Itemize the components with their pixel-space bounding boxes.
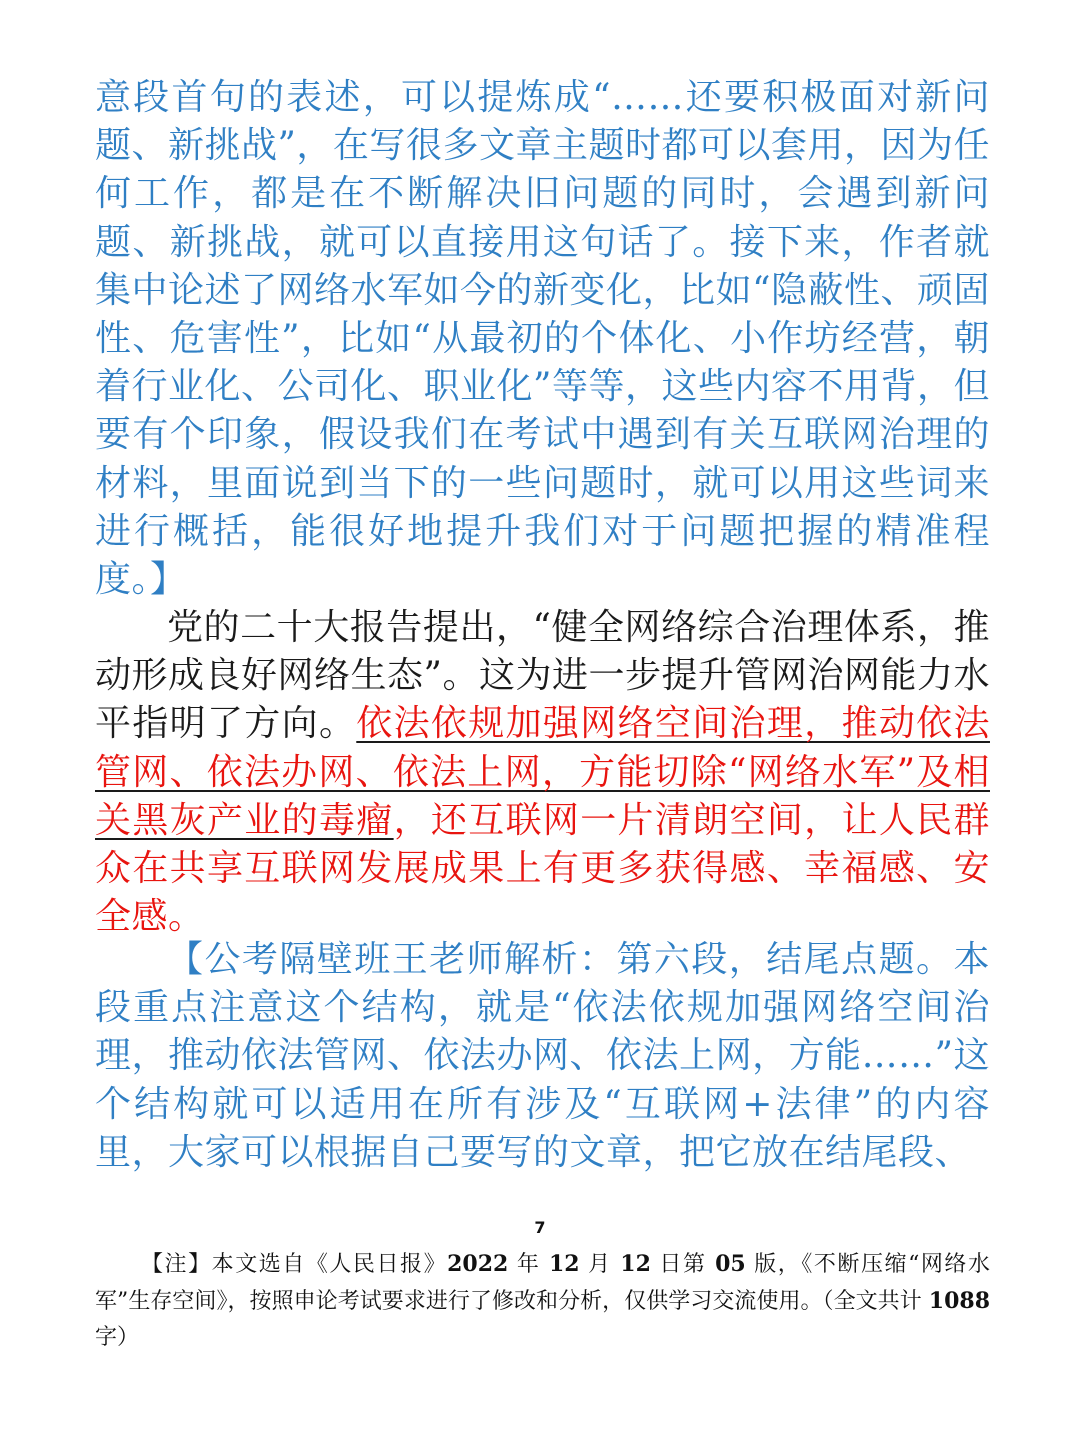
teacher-commentary-continuation: 意段首句的表述，可以提炼成“……还要积极面对新问题、新挑战”，在写很多文章主题时都可以套用，因为任何工作，都是在不断解决旧问题的同时，会遇到新问题、新挑战，就可以直接用这句话了。接下来，作者就集中论述了网络水军如今的新变化，比如“隐蔽性、顽固性、危害性”，比如“从最初的个体化、小作坊经营，朝着行业化、公司化、职业化”等等，这些内容不用背，但要有个印象，假设我们在考试中遇到有关互联网治理的材料，里面说到当下的一些问题时，就可以用这些词来进行概括，能很好地提升我们对于问题把握的精准程度。】 [95, 77, 990, 601]
teacher-commentary-analysis: 【公考隔壁班王老师解析：第六段，结尾点题。本段重点注意这个结构，就是“依法依规加强网络空间治理，推动依法管网、依法办网、依法上网，方能……”这个结构就可以适用在所有涉及“互联网+法律”的内容里，大家可以根据自己要写的文章，把它放在结尾段、 [95, 939, 990, 1173]
article-closing-paragraph [95, 604, 990, 941]
footnote-edition: 05 [715, 1251, 746, 1277]
footnote-text-4: 版，《不断压缩“网络水军”生存空间》，按照申论考试要求进行了修改和分析，仅供学习交流使用。（全文共计 [95, 1252, 990, 1314]
footnote-month: 12 [549, 1251, 580, 1277]
paragraph-plain-text: 党的二十大报告提出，“健全网络综合治理体系，推动形成良好网络生态”。这为进一步提升管网治网能力水平指明了方向。 [95, 607, 990, 745]
page-number: 7 [534, 1218, 546, 1237]
red-highlight-text: ，还互联网一片清朗空间，让人民群众在共享互联网发展成果上有更多获得感、幸福感、安全感。 [95, 799, 990, 938]
footnote-day: 12 [620, 1251, 651, 1277]
footnote-prefix: 【注】本文选自《人民日报》 [141, 1252, 448, 1277]
footnote-word-count: 1088 [928, 1288, 990, 1314]
footnote-text-2: 月 [579, 1252, 621, 1277]
footnote-text-3: 日第 [650, 1252, 716, 1277]
footnote-suffix: 字） [95, 1325, 140, 1350]
footnote-text-1: 年 [508, 1252, 549, 1277]
footnote-year: 2022 [447, 1251, 509, 1277]
source-footnote [95, 1246, 990, 1356]
underlined-key-sentence: 依法依规加强网络空间治理，推动依法管网、依法办网、依法上网，方能切除“网络水军”及相关黑灰产业的毒瘤 [95, 703, 990, 841]
